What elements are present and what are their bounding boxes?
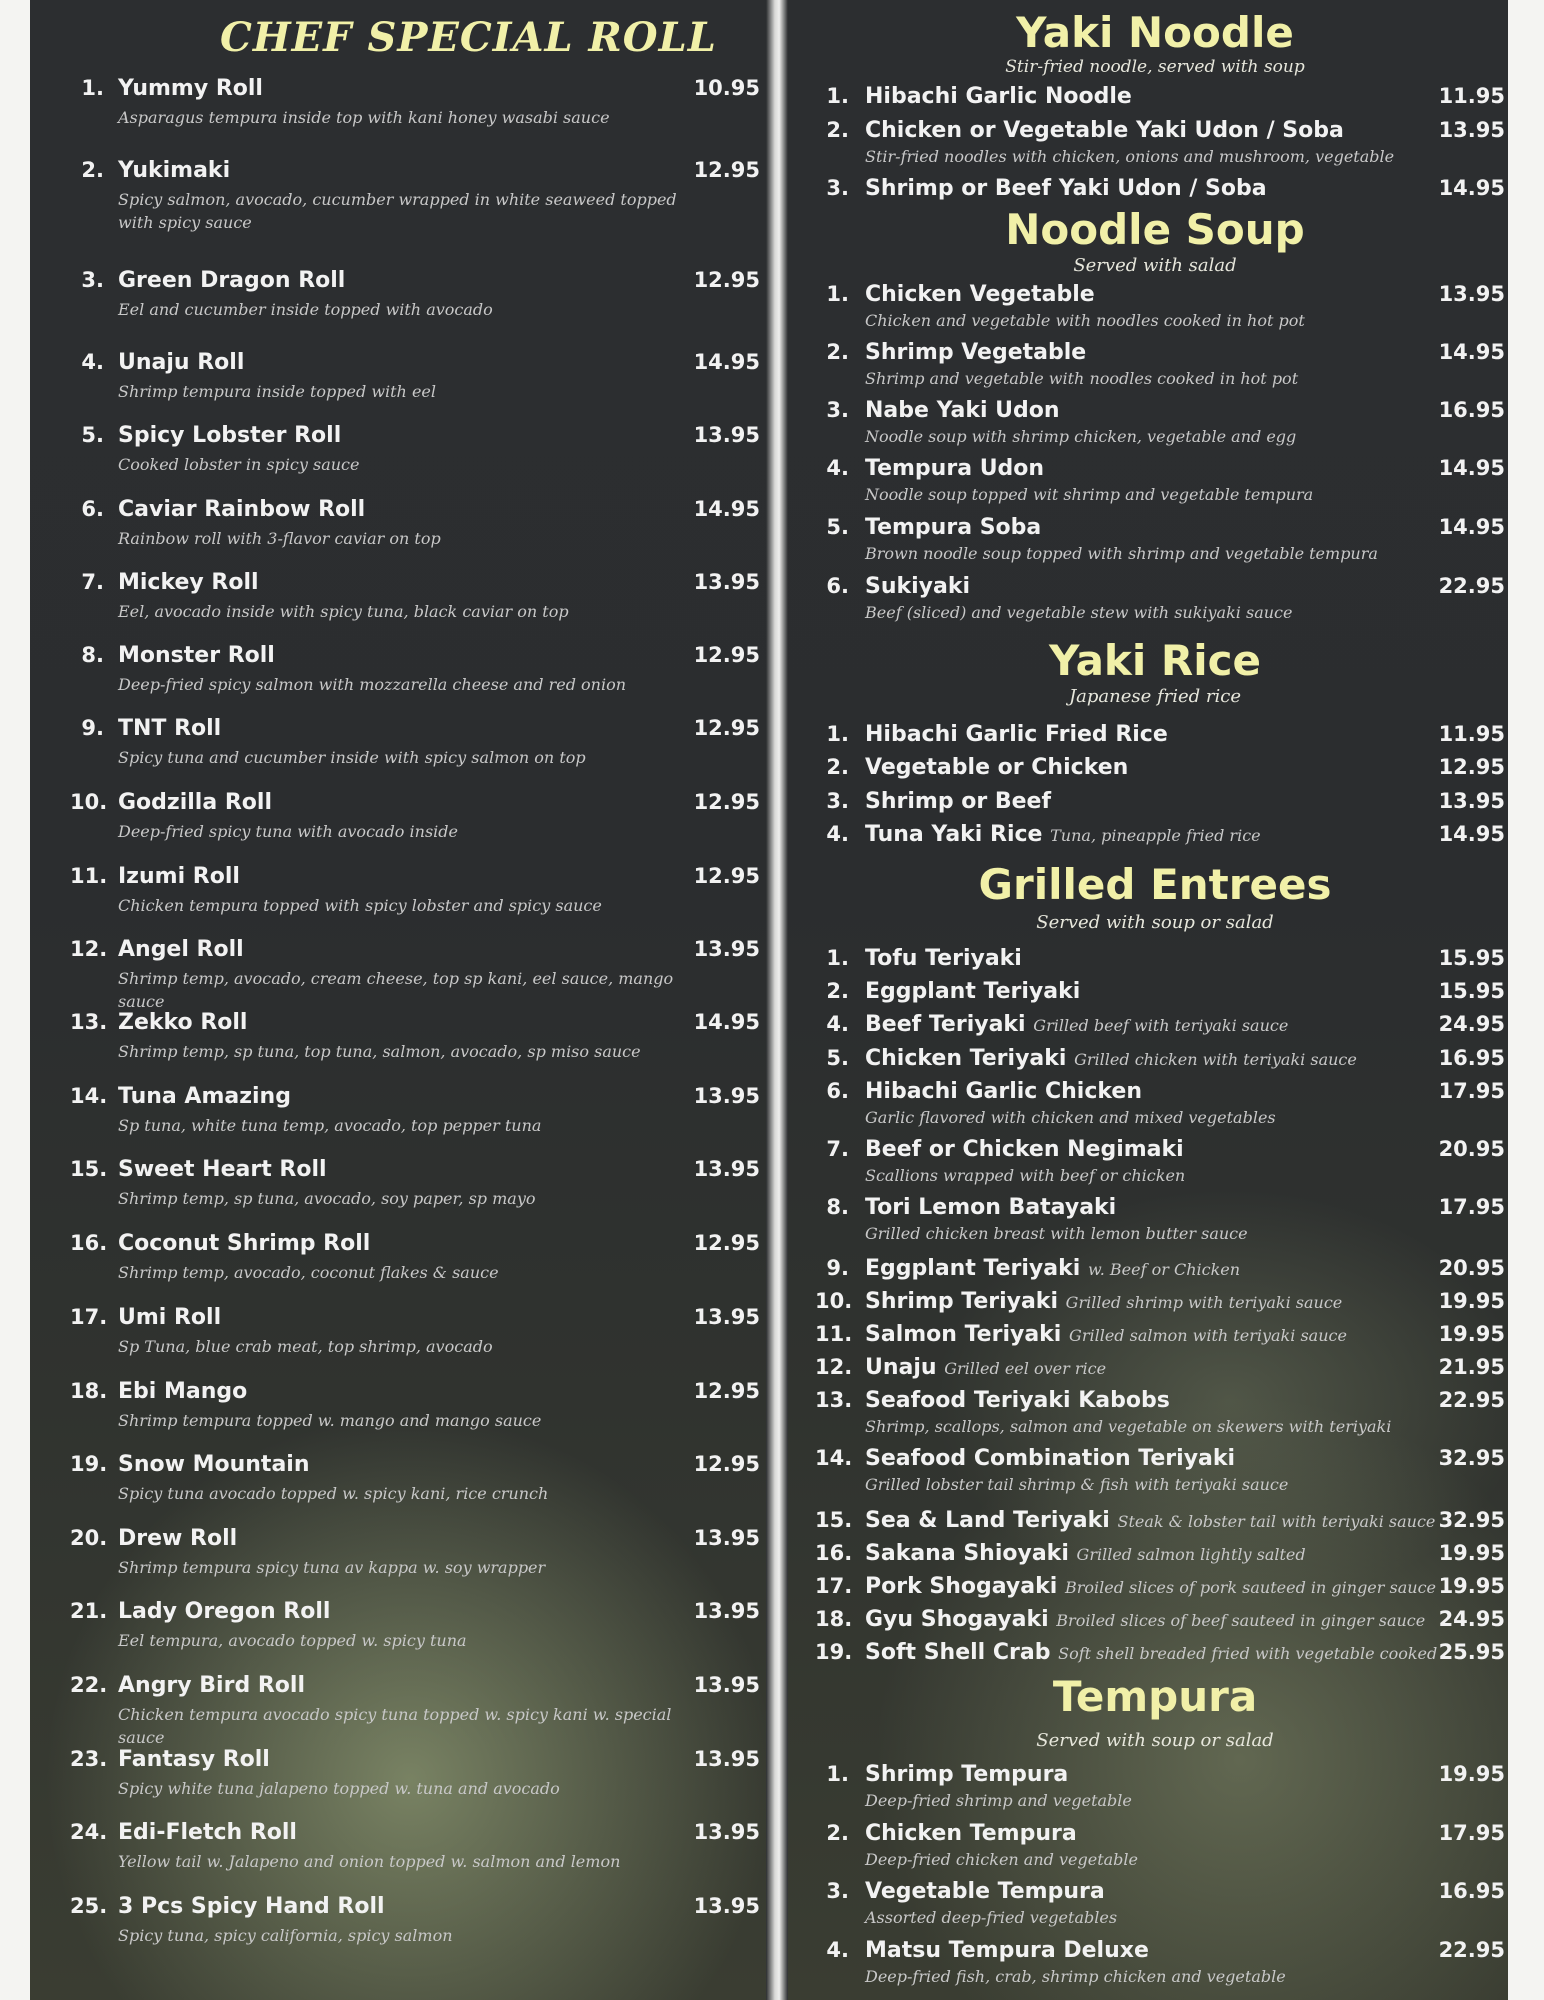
item-name: Monster Roll <box>118 643 275 668</box>
item-price: 14.95 <box>1438 822 1505 846</box>
item-price: 13.95 <box>693 1084 760 1108</box>
item-name-text: Chicken Teriyaki <box>865 1046 1067 1071</box>
item-price: 22.95 <box>1438 1388 1505 1412</box>
item-name-text: Shrimp Tempura <box>865 1762 1069 1787</box>
item-description: Shrimp tempura inside topped with eel <box>118 382 436 401</box>
item-number: 11. <box>815 1322 853 1346</box>
item-name: Drew Roll <box>118 1526 238 1551</box>
item-number: 8. <box>826 1195 849 1219</box>
item-inline-description: Grilled chicken with teriyaki sauce <box>1074 1050 1357 1069</box>
item-name-text: Gyu Shogayaki <box>865 1607 1049 1632</box>
item-number: 13. <box>70 1010 108 1034</box>
item-number: 19. <box>815 1640 853 1664</box>
item-name: Tuna Amazing <box>118 1084 291 1109</box>
item-description: Chicken tempura avocado spicy tuna topped w. spicy kani w. special sauce <box>118 1705 672 1748</box>
item-number: 20. <box>70 1526 108 1550</box>
item-name-text: Seafood Teriyaki Kabobs <box>865 1388 1170 1413</box>
item-description: Shrimp tempura spicy tuna av kappa w. soy wrapper <box>118 1558 546 1577</box>
menu-sheet <box>30 0 1508 2000</box>
item-price: 13.95 <box>693 1599 760 1623</box>
item-number: 2. <box>826 755 849 779</box>
item-price: 12.95 <box>693 1231 760 1255</box>
item-name: Ebi Mango <box>118 1379 248 1404</box>
item-description: Beef (sliced) and vegetable stew with sukiyaki sauce <box>865 603 1293 622</box>
item-name-text: Chicken Vegetable <box>865 282 1095 307</box>
item-name <box>865 1322 1347 1347</box>
item-name <box>865 1879 1105 1904</box>
item-number: 3. <box>826 1879 849 1903</box>
item-number: 1. <box>826 946 849 970</box>
item-number: 16. <box>70 1231 108 1255</box>
grilled-entrees-subtitle: Served with soup or salad <box>1036 912 1274 933</box>
item-name: Sweet Heart Roll <box>118 1157 327 1182</box>
item-description: Eel, avocado inside with spicy tuna, black caviar on top <box>118 602 569 621</box>
item-name <box>865 176 1267 201</box>
item-inline-description: Broiled slices of beef sauteed in ginger sauce <box>1056 1611 1426 1630</box>
item-description: Grilled chicken breast with lemon butter sauce <box>865 1224 1248 1243</box>
item-number: 2. <box>81 158 104 182</box>
item-number: 2. <box>826 979 849 1003</box>
item-number: 3. <box>826 398 849 422</box>
item-name: Zekko Roll <box>118 1010 248 1035</box>
yaki-rice-subtitle: Japanese fried rice <box>1068 686 1242 707</box>
item-price: 12.95 <box>693 864 760 888</box>
item-price: 13.95 <box>693 1894 760 1918</box>
item-name-text: Tempura Soba <box>865 515 1042 540</box>
item-name: TNT Roll <box>118 716 222 741</box>
item-description: Deep-fried fish, crab, shrimp chicken and vegetable <box>865 1967 1286 1986</box>
item-name-text: Beef or Chicken Negimaki <box>865 1137 1184 1162</box>
item-number: 6. <box>826 574 849 598</box>
item-number: 10. <box>815 1289 853 1313</box>
item-name <box>865 282 1095 307</box>
yaki-noodle-subtitle: Stir-fried noodle, served with soup <box>1005 57 1305 77</box>
item-number: 4. <box>826 822 849 846</box>
item-price: 16.95 <box>1438 1046 1505 1070</box>
item-description: Shrimp temp, sp tuna, top tuna, salmon, avocado, sp miso sauce <box>118 1042 641 1061</box>
item-name: Caviar Rainbow Roll <box>118 497 366 522</box>
item-name <box>865 574 970 599</box>
item-price: 12.95 <box>693 790 760 814</box>
item-name-text: Eggplant Teriyaki <box>865 979 1081 1004</box>
item-description: Spicy salmon, avocado, cucumber wrapped in white seaweed topped with spicy sauce <box>118 190 677 233</box>
item-price: 13.95 <box>693 423 760 447</box>
item-description: Brown noodle soup topped with shrimp and vegetable tempura <box>865 544 1378 563</box>
item-price: 11.95 <box>1438 722 1505 746</box>
item-number: 17. <box>70 1305 108 1329</box>
item-number: 16. <box>815 1541 853 1565</box>
item-name <box>865 1541 1306 1566</box>
item-price: 13.95 <box>693 1526 760 1550</box>
item-name <box>865 84 1132 109</box>
item-price: 32.95 <box>1438 1508 1505 1532</box>
item-number: 12. <box>815 1355 853 1379</box>
noodle-soup-title: Noodle Soup <box>1005 205 1305 254</box>
item-number: 3. <box>826 176 849 200</box>
item-number: 10. <box>70 790 108 814</box>
item-number: 4. <box>81 350 104 374</box>
item-name-text: Chicken or Vegetable Yaki Udon / Soba <box>865 118 1344 143</box>
item-name <box>865 1355 1106 1380</box>
item-inline-description: Broiled slices of pork sauteed in ginger sauce <box>1064 1578 1436 1597</box>
item-name <box>865 822 1261 847</box>
item-description: Shrimp, scallops, salmon and vegetable on skewers with teriyaki <box>865 1417 1392 1436</box>
item-name: Green Dragon Roll <box>118 268 346 293</box>
item-name-text: Chicken Tempura <box>865 1821 1077 1846</box>
item-name-text: Tuna Yaki Rice <box>865 822 1043 847</box>
page-fold <box>766 0 788 2000</box>
item-description: Deep-fried spicy salmon with mozzarella cheese and red onion <box>118 675 627 694</box>
item-name <box>865 1508 1435 1533</box>
item-description: Shrimp tempura topped w. mango and mango sauce <box>118 1411 542 1430</box>
item-name <box>865 1256 1240 1281</box>
item-name-text: Hibachi Garlic Fried Rice <box>865 722 1168 747</box>
item-name-text: Unaju <box>865 1355 937 1380</box>
item-price: 12.95 <box>693 268 760 292</box>
item-name <box>865 118 1344 143</box>
item-name <box>865 722 1168 747</box>
item-name <box>865 1137 1184 1162</box>
item-number: 9. <box>81 716 104 740</box>
item-name <box>865 515 1041 540</box>
item-name: Snow Mountain <box>118 1452 310 1477</box>
item-price: 32.95 <box>1438 1446 1505 1470</box>
tempura-title: Tempura <box>1052 1672 1258 1721</box>
item-description: Spicy tuna and cucumber inside with spicy salmon on top <box>118 748 586 767</box>
item-name: Angel Roll <box>118 937 244 962</box>
item-number: 11. <box>70 864 108 888</box>
item-number: 9. <box>826 1256 849 1280</box>
item-name-text: Shrimp Vegetable <box>865 340 1087 365</box>
item-name-text: Soft Shell Crab <box>865 1640 1051 1665</box>
item-name-text: Pork Shogayaki <box>865 1574 1058 1599</box>
item-description: Shrimp temp, sp tuna, avocado, soy paper, sp mayo <box>118 1189 536 1208</box>
item-name-text: Tori Lemon Batayaki <box>865 1195 1117 1220</box>
item-name <box>865 398 1060 423</box>
item-description: Spicy tuna, spicy california, spicy salmon <box>118 1926 453 1945</box>
item-price: 21.95 <box>1438 1355 1505 1379</box>
item-number: 5. <box>826 1046 849 1070</box>
item-description: Deep-fried spicy tuna with avocado inside <box>118 822 458 841</box>
item-price: 13.95 <box>693 1820 760 1844</box>
item-description: Chicken and vegetable with noodles cooked in hot pot <box>865 311 1305 330</box>
item-price: 10.95 <box>693 76 760 100</box>
item-name: Unaju Roll <box>118 350 245 375</box>
item-price: 16.95 <box>1438 398 1505 422</box>
item-description: Sp tuna, white tuna temp, avocado, top pepper tuna <box>118 1116 542 1135</box>
item-name: Fantasy Roll <box>118 1747 270 1772</box>
item-inline-description: Grilled salmon with teriyaki sauce <box>1069 1326 1347 1345</box>
item-name-text: Eggplant Teriyaki <box>865 1256 1081 1281</box>
item-price: 20.95 <box>1438 1137 1505 1161</box>
item-number: 3. <box>826 789 849 813</box>
item-number: 6. <box>81 497 104 521</box>
item-name <box>865 1938 1149 1963</box>
item-name <box>865 1046 1357 1071</box>
item-inline-description: Steak & lobster tail with teriyaki sauce <box>1117 1512 1436 1531</box>
item-price: 13.95 <box>693 570 760 594</box>
item-price: 13.95 <box>693 1157 760 1181</box>
item-name: Mickey Roll <box>118 570 259 595</box>
item-price: 25.95 <box>1438 1640 1505 1664</box>
item-description: Yellow tail w. Jalapeno and onion topped w. salmon and lemon <box>118 1852 621 1871</box>
item-number: 7. <box>826 1137 849 1161</box>
item-description: Assorted deep-fried vegetables <box>865 1908 1118 1927</box>
item-name: Angry Bird Roll <box>118 1673 305 1698</box>
item-price: 19.95 <box>1438 1289 1505 1313</box>
item-name-text: Shrimp Teriyaki <box>865 1289 1058 1314</box>
item-number: 18. <box>815 1607 853 1631</box>
item-name-text: Sea & Land Teriyaki <box>865 1508 1110 1533</box>
item-name: 3 Pcs Spicy Hand Roll <box>118 1894 385 1919</box>
item-name-text: Shrimp or Beef Yaki Udon / Soba <box>865 176 1267 201</box>
item-number: 1. <box>826 282 849 306</box>
item-inline-description: Grilled beef with teriyaki sauce <box>1033 1016 1289 1035</box>
item-price: 14.95 <box>1438 340 1505 364</box>
item-name <box>865 789 1051 814</box>
item-description: Asparagus tempura inside top with kani honey wasabi sauce <box>118 108 610 127</box>
item-inline-description: Tuna, pineapple fried rice <box>1050 826 1261 845</box>
item-price: 14.95 <box>1438 456 1505 480</box>
item-description: Noodle soup with shrimp chicken, vegetable and egg <box>865 427 1297 446</box>
item-price: 22.95 <box>1438 1938 1505 1962</box>
item-price: 24.95 <box>1438 1607 1505 1631</box>
item-number: 23. <box>70 1747 108 1771</box>
item-name-text: Tofu Teriyaki <box>865 946 1022 971</box>
item-price: 24.95 <box>1438 1012 1505 1036</box>
item-inline-description: Soft shell breaded fried with vegetable cooked <box>1058 1644 1438 1663</box>
item-number: 25. <box>70 1894 108 1918</box>
item-name <box>865 1195 1116 1220</box>
item-description: Deep-fried chicken and vegetable <box>865 1850 1138 1869</box>
item-name: Yukimaki <box>118 158 231 183</box>
item-price: 13.95 <box>693 1305 760 1329</box>
item-price: 16.95 <box>1438 1879 1505 1903</box>
item-name <box>865 1640 1437 1665</box>
item-inline-description: Grilled shrimp with teriyaki sauce <box>1065 1293 1343 1312</box>
item-number: 2. <box>826 1821 849 1845</box>
item-price: 13.95 <box>693 1747 760 1771</box>
item-price: 14.95 <box>693 1010 760 1034</box>
item-description: Sp Tuna, blue crab meat, top shrimp, avocado <box>118 1337 493 1356</box>
item-description: Spicy white tuna jalapeno topped w. tuna and avocado <box>118 1779 560 1798</box>
item-name <box>865 1821 1077 1846</box>
item-price: 13.95 <box>693 937 760 961</box>
item-price: 11.95 <box>1438 84 1505 108</box>
item-description: Noodle soup topped wit shrimp and vegetable tempura <box>865 485 1314 504</box>
item-description: Shrimp temp, avocado, cream cheese, top sp kani, eel sauce, mango sauce <box>118 969 674 1012</box>
item-price: 12.95 <box>693 643 760 667</box>
item-description: Grilled lobster tail shrimp & fish with teriyaki sauce <box>865 1475 1289 1494</box>
item-name <box>865 1289 1342 1314</box>
item-number: 4. <box>826 1012 849 1036</box>
item-number: 19. <box>70 1452 108 1476</box>
item-number: 18. <box>70 1379 108 1403</box>
item-price: 22.95 <box>1438 574 1505 598</box>
item-price: 14.95 <box>693 497 760 521</box>
item-number: 22. <box>70 1673 108 1697</box>
item-number: 13. <box>815 1388 853 1412</box>
item-number: 14. <box>815 1446 853 1470</box>
item-description: Spicy tuna avocado topped w. spicy kani, rice crunch <box>118 1484 549 1503</box>
yaki-noodle-title: Yaki Noodle <box>1016 8 1294 57</box>
item-number: 7. <box>81 570 104 594</box>
item-price: 17.95 <box>1438 1821 1505 1845</box>
grilled-entrees-title: Grilled Entrees <box>978 860 1332 909</box>
item-inline-description: Grilled salmon lightly salted <box>1076 1545 1306 1564</box>
item-name <box>865 755 1128 780</box>
item-name <box>865 1574 1436 1599</box>
item-price: 15.95 <box>1438 946 1505 970</box>
item-name <box>865 979 1080 1004</box>
item-price: 19.95 <box>1438 1762 1505 1786</box>
item-number: 5. <box>81 423 104 447</box>
item-name-text: Hibachi Garlic Noodle <box>865 84 1132 109</box>
item-description: Eel tempura, avocado topped w. spicy tuna <box>118 1631 467 1650</box>
item-number: 1. <box>826 722 849 746</box>
item-price: 14.95 <box>1438 515 1505 539</box>
item-name <box>865 1607 1425 1632</box>
item-description: Eel and cucumber inside topped with avocado <box>118 300 493 319</box>
yaki-rice-title: Yaki Rice <box>1049 636 1261 685</box>
item-price: 19.95 <box>1438 1541 1505 1565</box>
item-number: 17. <box>815 1574 853 1598</box>
item-name: Coconut Shrimp Roll <box>118 1231 371 1256</box>
item-name <box>865 1762 1068 1787</box>
item-description: Shrimp and vegetable with noodles cooked in hot pot <box>865 369 1299 388</box>
item-name: Spicy Lobster Roll <box>118 423 342 448</box>
item-description: Scallions wrapped with beef or chicken <box>865 1166 1186 1185</box>
noodle-soup-subtitle: Served with salad <box>1073 255 1237 276</box>
item-name-text: Shrimp or Beef <box>865 789 1052 814</box>
item-description: Shrimp temp, avocado, coconut flakes & sauce <box>118 1263 499 1282</box>
item-number: 1. <box>81 76 104 100</box>
item-price: 13.95 <box>693 1673 760 1697</box>
item-number: 21. <box>70 1599 108 1623</box>
item-name-text: Seafood Combination Teriyaki <box>865 1446 1236 1471</box>
item-description: Chicken tempura topped with spicy lobster and spicy sauce <box>118 896 602 915</box>
item-price: 12.95 <box>693 716 760 740</box>
item-number: 12. <box>70 937 108 961</box>
item-number: 3. <box>81 268 104 292</box>
item-name: Godzilla Roll <box>118 790 272 815</box>
item-number: 8. <box>81 643 104 667</box>
item-price: 12.95 <box>1438 755 1505 779</box>
item-name <box>865 1079 1142 1104</box>
item-name-text: Tempura Udon <box>865 456 1045 481</box>
item-number: 6. <box>826 1079 849 1103</box>
item-price: 13.95 <box>1438 118 1505 142</box>
item-name-text: Sukiyaki <box>865 574 971 599</box>
item-price: 17.95 <box>1438 1079 1505 1103</box>
item-number: 4. <box>826 1938 849 1962</box>
item-number: 15. <box>815 1508 853 1532</box>
item-number: 2. <box>826 118 849 142</box>
item-price: 19.95 <box>1438 1322 1505 1346</box>
item-description: Stir-fried noodles with chicken, onions and mushroom, vegetable <box>865 147 1395 166</box>
item-number: 1. <box>826 84 849 108</box>
chef-special-title: CHEF SPECIAL ROLL <box>220 14 717 61</box>
item-price: 12.95 <box>693 1379 760 1403</box>
item-price: 14.95 <box>693 350 760 374</box>
item-name-text: Vegetable Tempura <box>865 1879 1105 1904</box>
item-price: 13.95 <box>1438 282 1505 306</box>
item-description: Deep-fried shrimp and vegetable <box>865 1791 1132 1810</box>
item-name <box>865 1446 1235 1471</box>
item-number: 15. <box>70 1157 108 1181</box>
item-name <box>865 1388 1170 1413</box>
item-price: 17.95 <box>1438 1195 1505 1219</box>
item-name: Lady Oregon Roll <box>118 1599 331 1624</box>
item-name <box>865 1012 1288 1037</box>
item-name: Yummy Roll <box>118 76 263 101</box>
item-name-text: Hibachi Garlic Chicken <box>865 1079 1142 1104</box>
item-price: 12.95 <box>693 158 760 182</box>
item-inline-description: w. Beef or Chicken <box>1087 1260 1241 1279</box>
item-number: 24. <box>70 1820 108 1844</box>
item-number: 5. <box>826 515 849 539</box>
item-number: 4. <box>826 456 849 480</box>
item-name: Edi-Fletch Roll <box>118 1820 297 1845</box>
item-inline-description: Grilled eel over rice <box>944 1359 1107 1378</box>
item-name-text: Nabe Yaki Udon <box>865 398 1060 423</box>
item-number: 1. <box>826 1762 849 1786</box>
item-name-text: Vegetable or Chicken <box>865 755 1129 780</box>
item-description: Rainbow roll with 3-flavor caviar on top <box>118 529 441 548</box>
item-name-text: Matsu Tempura Deluxe <box>865 1938 1149 1963</box>
item-description: Cooked lobster in spicy sauce <box>118 455 360 474</box>
item-price: 12.95 <box>693 1452 760 1476</box>
item-price: 19.95 <box>1438 1574 1505 1598</box>
item-name-text: Sakana Shioyaki <box>865 1541 1069 1566</box>
item-number: 14. <box>70 1084 108 1108</box>
item-name: Izumi Roll <box>118 864 240 889</box>
item-number: 2. <box>826 340 849 364</box>
item-name <box>865 946 1022 971</box>
item-name-text: Salmon Teriyaki <box>865 1322 1062 1347</box>
item-price: 15.95 <box>1438 979 1505 1003</box>
item-price: 20.95 <box>1438 1256 1505 1280</box>
item-name-text: Beef Teriyaki <box>865 1012 1026 1037</box>
item-name <box>865 456 1044 481</box>
item-description: Garlic flavored with chicken and mixed vegetables <box>865 1108 1276 1127</box>
item-price: 14.95 <box>1438 176 1505 200</box>
tempura-subtitle: Served with soup or salad <box>1036 1730 1274 1751</box>
item-price: 13.95 <box>1438 789 1505 813</box>
item-name: Umi Roll <box>118 1305 222 1330</box>
item-name <box>865 340 1086 365</box>
